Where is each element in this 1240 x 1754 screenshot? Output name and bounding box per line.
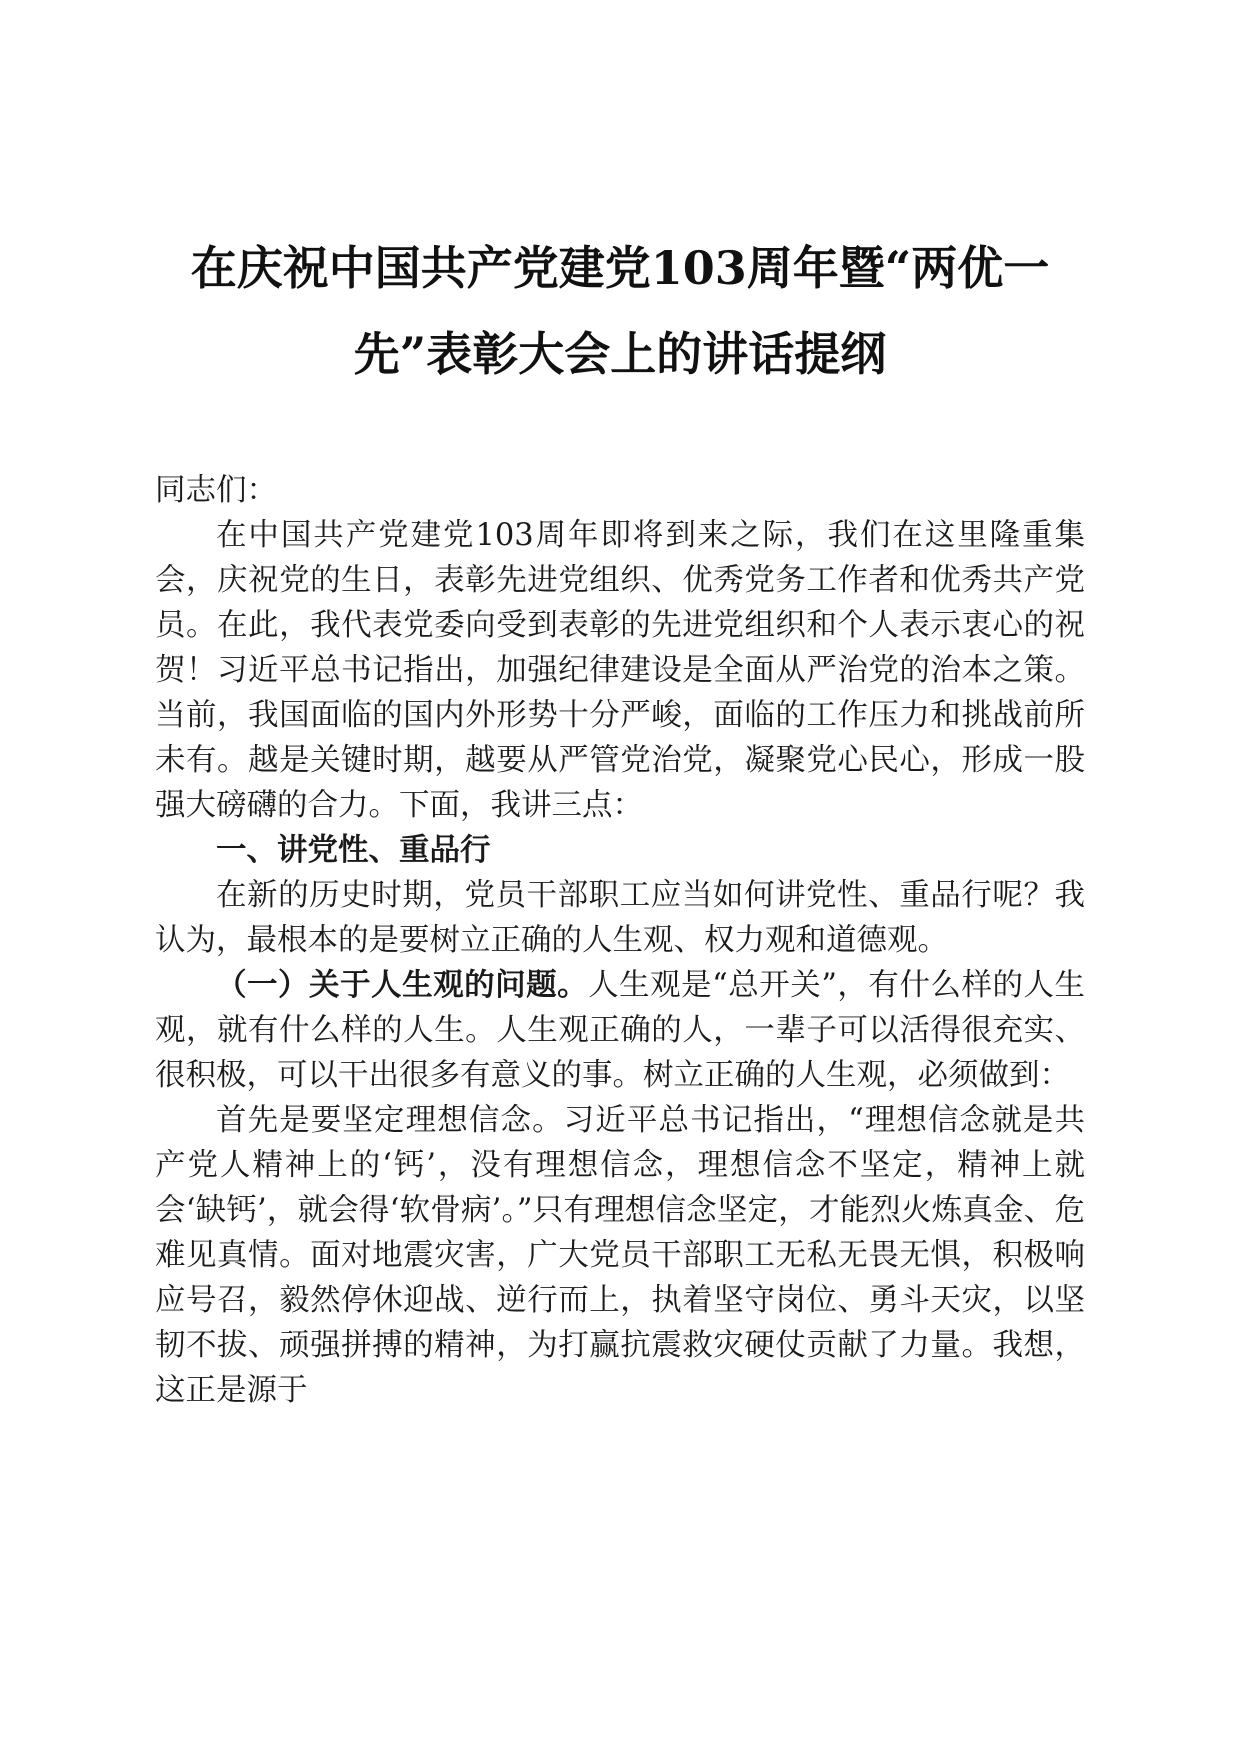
salutation: 同志们： — [155, 473, 277, 508]
document-title-line2: 先”表彰大会上的讲话提纲 — [353, 327, 887, 381]
document-body — [155, 468, 1085, 1413]
paragraph-subsection1 — [155, 963, 1085, 1098]
subsection-heading-1: （一）关于人生观的问题。 — [216, 968, 589, 1003]
subsection-text-1: 人生观是“总开关”，有什么样的人生观，就有什么样的人生。人生观正确的人，一辈子可以活得很充实、很积极，可以干出很多有意义的事。树立正确的人生观，必须做到： — [155, 968, 1086, 1093]
section-heading-1: 一、讲党性、重品行 — [216, 833, 491, 868]
paragraph-ideals: 首先是要坚定理想信念。习近平总书记指出，“理想信念就是共产党人精神上的‘钙’，没有理想信念，理想信念不坚定，精神上就会‘缺钙’，就会得‘软骨病’。”只有理想信念坚定，才能烈火炼真金、危难见真情。面对地震灾害，广大党员干部职工无私无畏无惧，积极响应号召，毅然停休迎战、逆行而上，执着坚守岗位、勇斗天灾，以坚韧不拔、顽强拼搏的精神，为打赢抗震救灾硬仗贡献了力量。我想，这正是源于 — [155, 1103, 1085, 1408]
document-title-line1: 在庆祝中国共产党建党103周年暨“两优一 — [190, 241, 1050, 295]
paragraph-section1-intro: 在新的历史时期，党员干部职工应当如何讲党性、重品行呢？我认为，最根本的是要树立正确的人生观、权力观和道德观。 — [155, 878, 1085, 958]
paragraph-intro: 在中国共产党建党103周年即将到来之际，我们在这里隆重集会，庆祝党的生日，表彰先进党组织、优秀党务工作者和优秀共产党员。在此，我代表党委向受到表彰的先进党组织和个人表示衷心的祝贺！习近平总书记指出，加强纪律建设是全面从严治党的治本之策。当前，我国面临的国内外形势十分严峻，面临的工作压力和挑战前所未有。越是关键时期，越要从严管党治党，凝聚党心民心，形成一股强大磅礴的合力。下面，我讲三点： — [155, 518, 1085, 823]
